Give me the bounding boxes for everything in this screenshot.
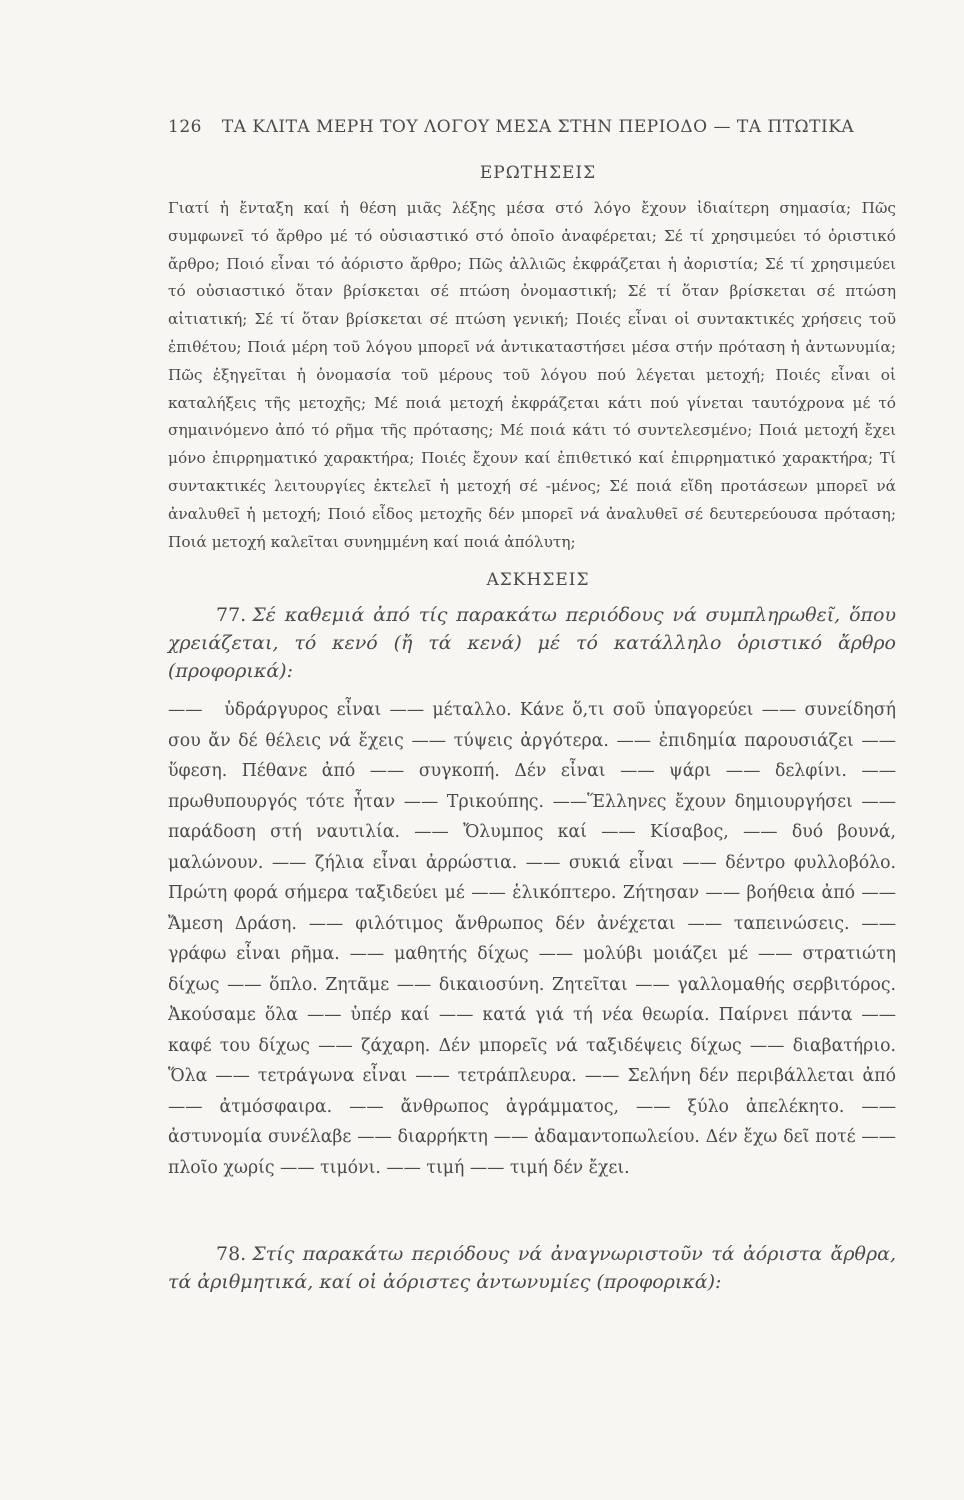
exercise-77-instruction	[168, 601, 896, 685]
exercise-77-body: ὑδράργυρος εἶναι —— μέταλλο. Κάνε ὅ,τι σοῦ ὑπαγορεύει —— συνείδησή σου ἄν δέ θέλεις νά ἔχεις —— τύψεις ἀργότερα. —— ἐπιδημία παρουσιάζει —— ὕφεση. Πέθανε ἀπό —— συγκοπή. Δέν εἶναι —— ψάρι —— δελφίνι. —— πρωθυπουργός τότε ἦταν —— Τρικούπης. ——Ἕλληνες ἔχουν δημιουργήσει —— παράδοση στή ναυτιλία. —— Ὄλυμπος καί —— Κίσαβος, —— δυό βουνά, μαλώνουν. —— ζήλια εἶναι ἀρρώστια. —— συκιά εἶναι —— δέντρο φυλλοβόλο. Πρώτη φορά σήμερα ταξιδεύει μέ —— ἑλικόπτερο. Ζήτησαν —— βοήθεια ἀπό —— Ἄμεση Δράση. —— φιλότιμος ἄνθρωπος δέν ἀνέχεται —— ταπεινώσεις. —— γράφω εἶναι ρῆμα. —— μαθητής δίχως —— μολύβι μοιάζει μέ —— στρατιώτη δίχως —— ὅπλο. Ζητᾶμε —— δικαιοσύνη. Ζητεῖται —— γαλλομαθής σερβιτόρος. Ἀκούσαμε ὅλα —— ὑπέρ καί —— κατά γιά τή νέα θεωρία. Παίρνει πάντα —— καφέ του δίχως —— ζάχαρη. Δέν μπορεῖς νά ταξιδέψεις δίχως —— διαβατήριο. Ὅλα —— τετράγωνα εἶναι —— τετράπλευρα. —— Σελήνη δέν περιβάλλεται ἀπό —— ἀτμόσφαιρα. —— ἄνθρωπος ἀγράμματος, —— ξύλο ἀπελέκητο. —— ἀστυνομία συνέλαβε —— διαρρήκτη —— ἀδαμαντοπωλείου. Δέν ἔχω δεῖ ποτέ —— πλοῖο χωρίς —— τιμόνι. —— τιμή —— τιμή δέν ἔχει.	[168, 700, 896, 1178]
leading-blank: ——	[168, 700, 203, 720]
questions-paragraph: Γιατί ἡ ἔνταξη καί ἡ θέση μιᾶς λέξης μέσα στό λόγο ἔχουν ἰδιαίτερη σημασία; Πῶς συμφωνεῖ τό ἄρθρο μέ τό οὐσιαστικό στό ὁποῖο ἀναφέρεται; Σέ τί χρησιμεύει τό ὁριστικό ἄρθρο; Ποιό εἶναι τό ἀόριστο ἄρθρο; Πῶς ἀλλιῶς ἐκφράζεται ἡ ἀοριστία; Σέ τί χρησιμεύει τό οὐσιαστικό ὅταν βρίσκεται σέ πτώση ὀνομαστική; Σέ τί ὅταν βρίσκεται σέ πτώση αἰτιατική; Σέ τί ὅταν βρίσκεται σέ πτώση γενική; Ποιές εἶναι οἱ συντακτικές χρήσεις τοῦ ἐπιθέτου; Ποιά μέρη τοῦ λόγου μπορεῖ νά ἀντικαταστήσει μέσα στήν πρόταση ἡ ἀντωνυμία; Πῶς ἐξηγεῖται ἡ ὀνομασία τοῦ μέρους τοῦ λόγου πού λέγεται μετοχή; Ποιές εἶναι οἱ καταλήξεις τῆς μετοχῆς; Μέ ποιά μετοχή ἐκφράζεται κάτι πού γίνεται ταυτόχρονα μέ τό σημαινόμενο ἀπό τό ρῆμα τῆς πρότασης; Μέ ποιά κάτι τό συντελεσμένο; Ποιά μετοχή ἔχει μόνο ἐπιρρηματικό χαρακτήρα; Ποιές ἔχουν καί ἐπιθετικό καί ἐπιρρηματικό χαρακτήρα; Τί συντακτικές λειτουργίες ἐκτελεῖ ἡ μετοχή σέ -μένος; Σέ ποιά εἴδη προτάσεων μπορεῖ νά ἀναλυθεῖ ἡ μετοχή; Ποιό εἶδος μετοχῆς δέν μπορεῖ νά ἀναλυθεῖ σέ δευτερεύουσα πρόταση; Ποιά μετοχή καλεῖται συνημμένη καί ποιά ἀπόλυτη;	[168, 199, 896, 551]
exercise-instruction: Στίς παρακάτω περιόδους νά ἀναγνωριστοῦν τά ἀόριστα ἄρθρα, τά ἀριθμητικά, καί οἱ ἀόριστες ἀντωνυμίες (προφορικά):	[168, 1243, 896, 1293]
running-header	[168, 117, 908, 137]
exercise-number: 77.	[216, 604, 247, 626]
exercise-instruction: Σέ καθεμιά ἀπό τίς παρακάτω περιόδους νά συμπληρωθεῖ, ὅπου χρειάζεται, τό κενό (ἤ τά κενά) μέ τό κατάλληλο ὁριστικό ἄρθρο (προφορικά):	[168, 604, 896, 682]
questions-heading: ΕΡΩΤΗΣΕΙΣ	[479, 163, 597, 183]
exercise-number: 78.	[216, 1243, 247, 1265]
exercise-78-instruction	[168, 1240, 896, 1296]
exercises-heading: ΑΣΚΗΣΕΙΣ	[486, 570, 590, 590]
page-number: 126	[168, 117, 202, 137]
exercise-77-text	[168, 695, 896, 1183]
running-title: ΤΑ ΚΛΙΤΑ ΜΕΡΗ ΤΟΥ ΛΟΓΟΥ ΜΕΣΑ ΣΤΗΝ ΠΕΡΙΟΔΟ — ΤΑ ΠΤΩΤΙΚΑ	[221, 117, 855, 137]
